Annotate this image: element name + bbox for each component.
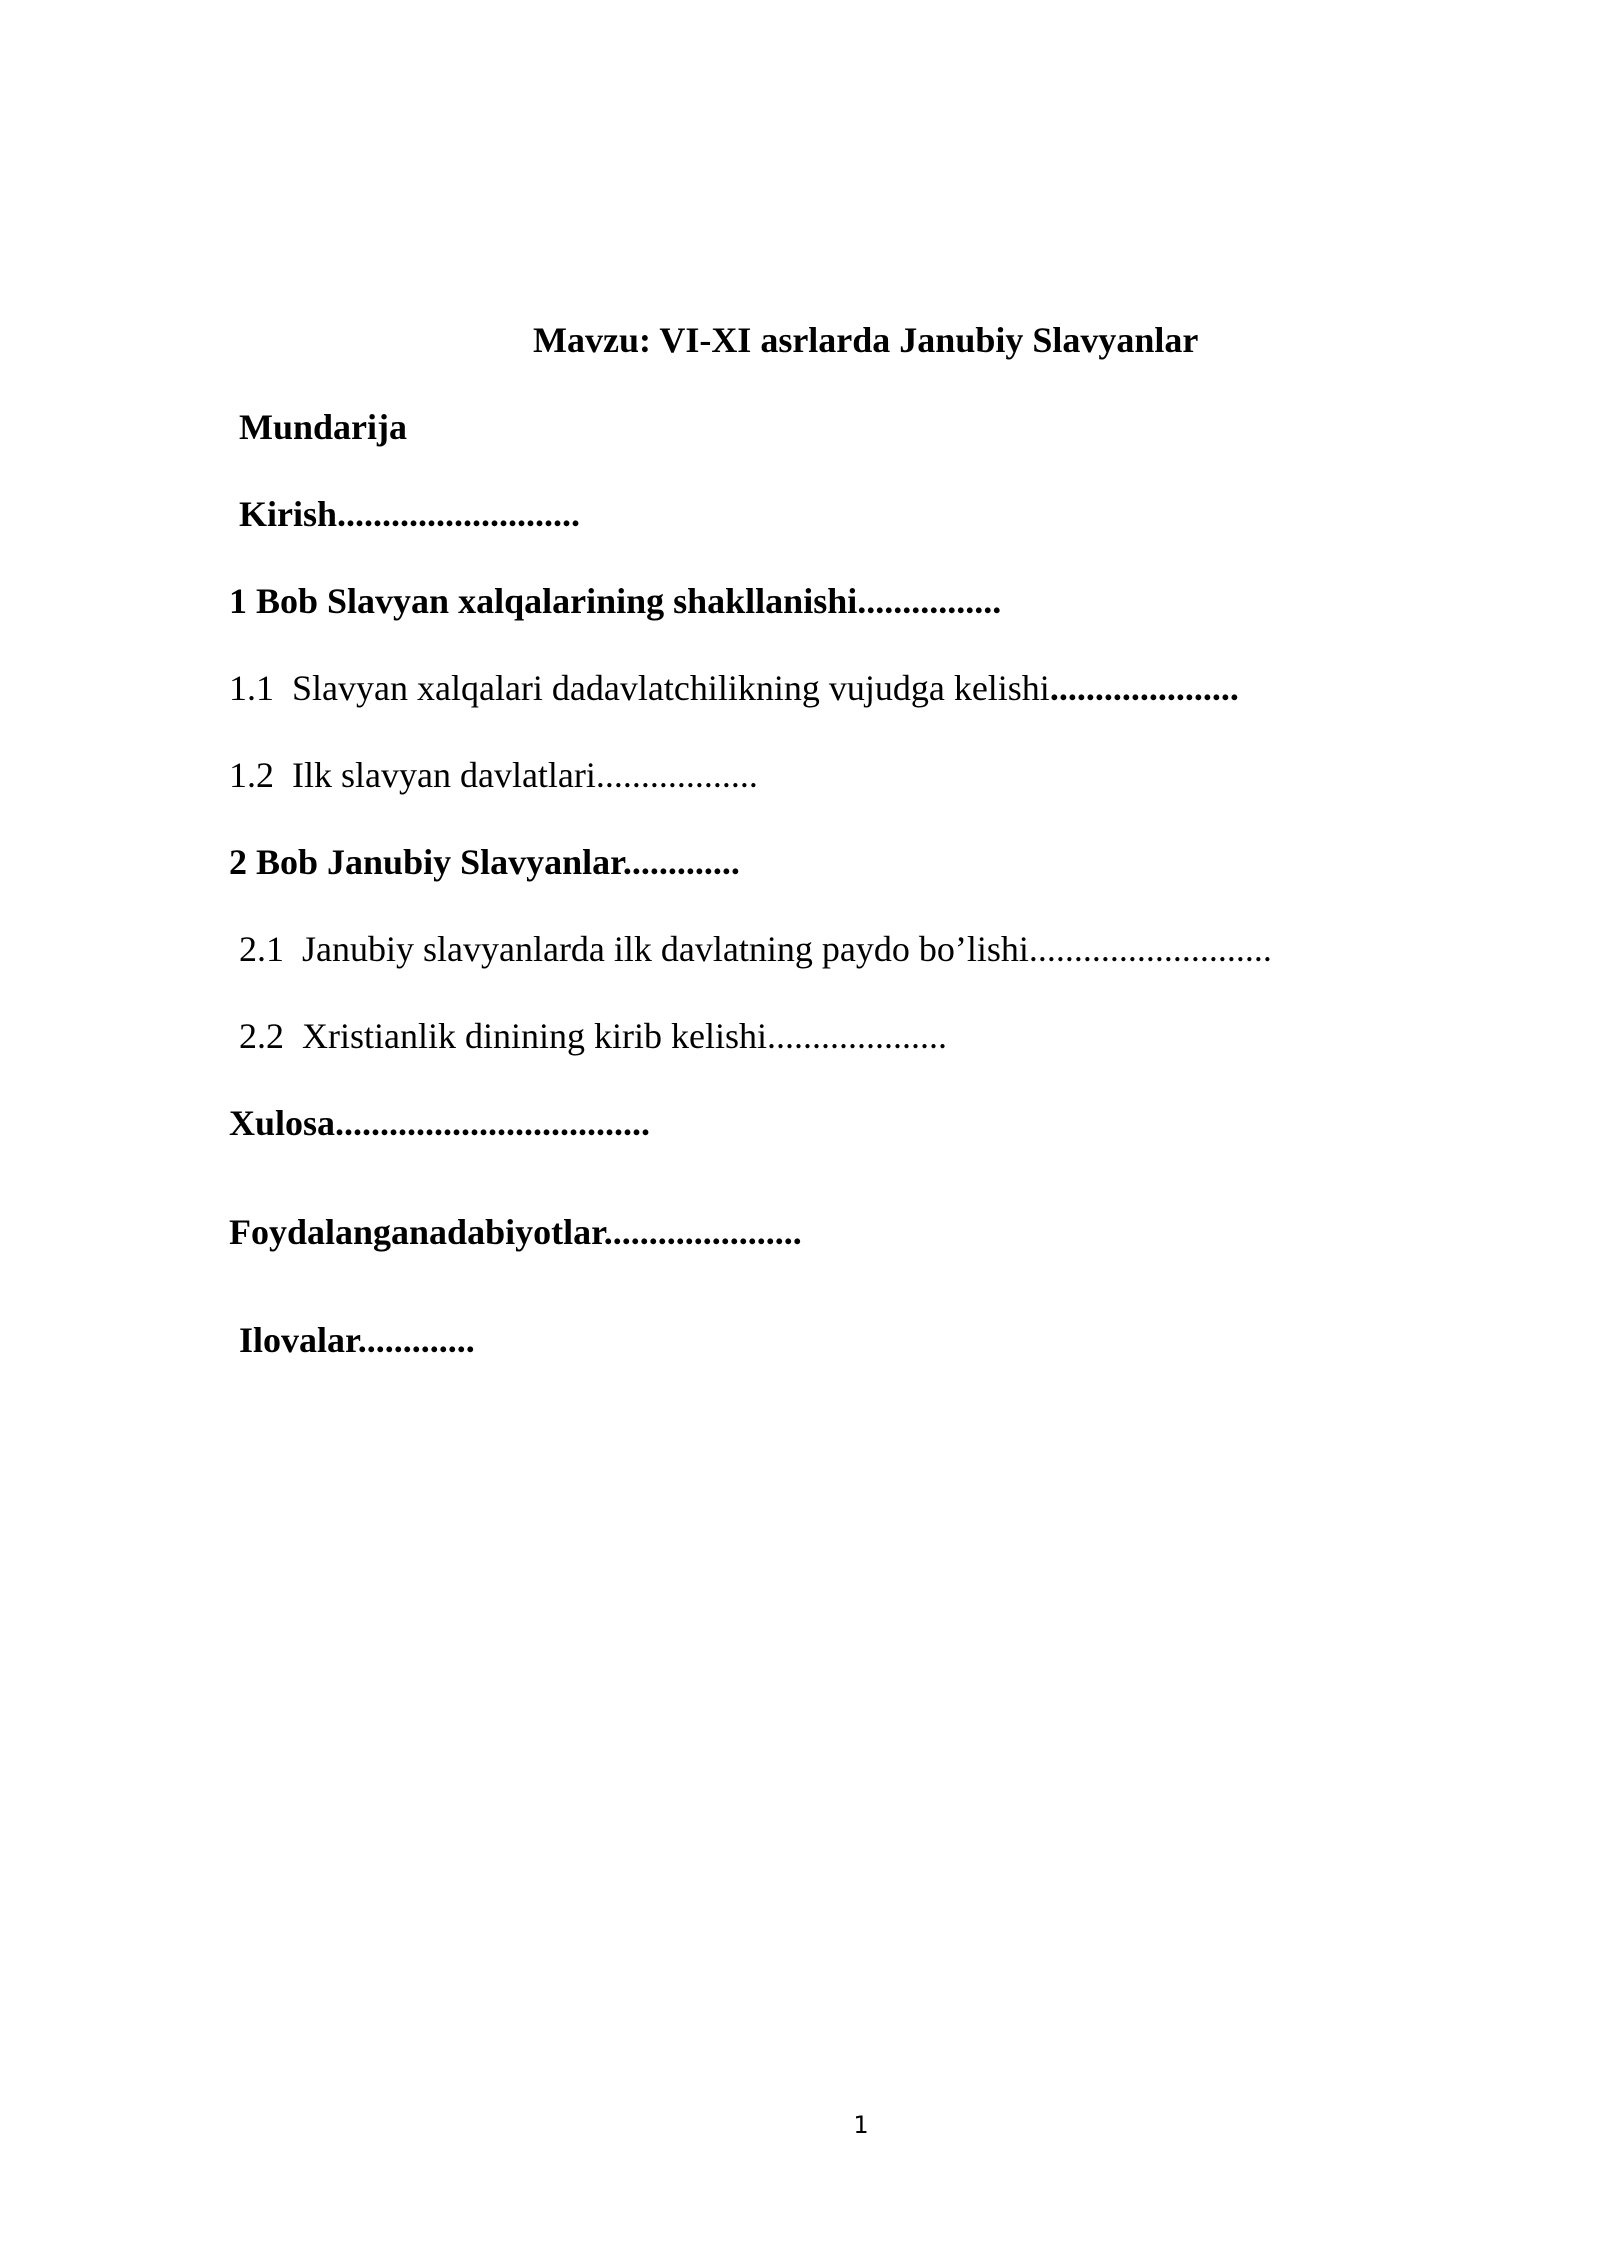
toc-entry-text: Foydalanganadabiyotlar bbox=[229, 1212, 604, 1252]
toc-entry-1-2 bbox=[229, 753, 758, 797]
toc-entry-number: 2.2 bbox=[239, 1016, 284, 1056]
document-title: Mavzu: VI-XI asrlarda Janubiy Slavyanlar bbox=[533, 320, 1199, 360]
toc-entry-leader: .................... bbox=[766, 1016, 947, 1056]
toc-entry-leader: .................. bbox=[595, 755, 758, 795]
toc-entry-leader: ..................... bbox=[1049, 668, 1239, 708]
toc-entry-text: 1 Bob Slavyan xalqalarining shakllanishi bbox=[229, 581, 858, 621]
toc-entry-chapter-2 bbox=[229, 840, 740, 884]
toc-entry-leader: ........................... bbox=[1028, 929, 1272, 969]
toc-entry-chapter-1 bbox=[229, 579, 1001, 623]
toc-entry-leader: ................ bbox=[857, 581, 1002, 621]
toc-entry-text: Xulosa bbox=[229, 1103, 336, 1143]
toc-entry-number: 1.1 bbox=[229, 668, 274, 708]
toc-entry-leader: ........................... bbox=[337, 494, 581, 534]
toc-entry-ilovalar bbox=[239, 1318, 475, 1362]
page-number: 1 bbox=[853, 2111, 869, 2139]
toc-entry-kirish bbox=[239, 492, 580, 536]
toc-heading: Mundarija bbox=[239, 407, 408, 447]
toc-entry-text: 2 Bob Janubiy Slavyanlar bbox=[229, 842, 623, 882]
toc-entry-text: Janubiy slavyanlarda ilk davlatning paydo bo’lishi bbox=[302, 929, 1029, 969]
toc-entry-2-2 bbox=[239, 1014, 947, 1058]
toc-entry-text: Ilovalar bbox=[239, 1320, 358, 1360]
toc-entry-text: Kirish bbox=[239, 494, 338, 534]
toc-entry-adabiyotlar bbox=[229, 1210, 802, 1254]
toc-entry-leader: ............. bbox=[357, 1320, 475, 1360]
toc-entry-leader: ...................... bbox=[603, 1212, 802, 1252]
toc-entry-text: Xristianlik dinining kirib kelishi bbox=[302, 1016, 767, 1056]
toc-entry-text: Slavyan xalqalari dadavlatchilikning vujudga kelishi bbox=[292, 668, 1050, 708]
toc-entry-text: Ilk slavyan davlatlari bbox=[292, 755, 596, 795]
toc-entry-number: 1.2 bbox=[229, 755, 274, 795]
toc-entry-2-1 bbox=[239, 927, 1272, 971]
toc-entry-leader: ............. bbox=[622, 842, 740, 882]
toc-entry-number: 2.1 bbox=[239, 929, 284, 969]
toc-entry-1-1 bbox=[229, 666, 1239, 710]
toc-entry-leader: ................................... bbox=[335, 1103, 651, 1143]
toc-entry-xulosa bbox=[229, 1101, 650, 1145]
